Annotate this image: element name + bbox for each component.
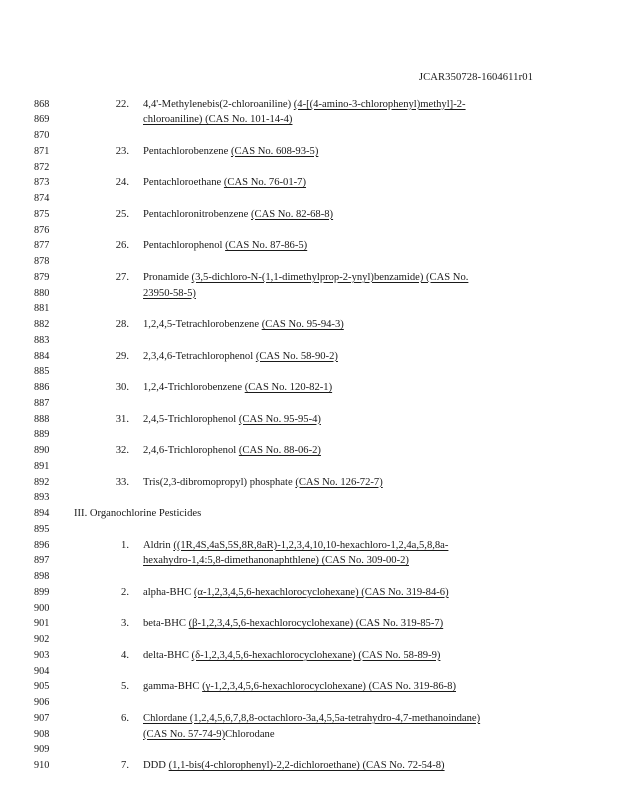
- line-number: 887: [34, 397, 50, 409]
- line-number: 898: [34, 571, 50, 582]
- line-number: 896: [34, 539, 50, 551]
- document-line: [0, 587, 621, 599]
- item-text: [143, 760, 445, 772]
- inserted-text: (CAS No. 608-93-5): [230, 145, 319, 157]
- document-line: [0, 414, 621, 426]
- document-line: [0, 303, 621, 315]
- item-number: 27.: [115, 271, 129, 283]
- document-line: [0, 477, 621, 489]
- chemical-name: beta-BHC: [143, 618, 189, 630]
- chemical-name: gamma-BHC: [143, 681, 203, 693]
- document-line: [0, 618, 621, 630]
- line-number: 905: [34, 681, 50, 693]
- inserted-text: (β-1,2,3,4,5,6-hexachlorocyclohexane) (CAS No. 319-85-7): [188, 618, 444, 630]
- document-line: [0, 650, 621, 662]
- line-number: 910: [34, 760, 50, 771]
- line-number: 883: [34, 334, 50, 346]
- document-line: [0, 524, 621, 536]
- inserted-text: (CAS No. 126-72-7): [295, 476, 383, 488]
- document-line: [0, 335, 621, 347]
- item-text: [143, 540, 448, 552]
- chemical-name: Tris(2,3-dibromopropyl) phosphate: [143, 476, 296, 488]
- line-number: 903: [34, 649, 50, 661]
- chemical-name: 2,4,6-Trichlorophenol: [143, 445, 239, 456]
- item-text: [143, 177, 306, 189]
- inserted-text: chloroaniline) (CAS No. 101-14-4): [143, 114, 293, 126]
- item-text: [143, 272, 468, 284]
- chemical-name: 2,3,4,6-Tetrachlorophenol: [143, 350, 256, 362]
- line-number: 889: [34, 429, 50, 441]
- item-text: [143, 209, 333, 221]
- chemical-name: DDD: [143, 760, 169, 771]
- inserted-text: (CAS No. 88-06-2): [238, 445, 321, 456]
- item-text: [143, 729, 275, 741]
- line-number: 881: [34, 303, 50, 315]
- item-text: [143, 681, 456, 693]
- line-number: 902: [34, 634, 50, 645]
- line-number: 909: [34, 744, 50, 756]
- item-number: 26.: [115, 240, 129, 252]
- item-text: [143, 713, 480, 725]
- line-number: 872: [34, 161, 50, 173]
- document-line: [0, 209, 621, 221]
- line-number: 869: [34, 114, 50, 126]
- line-number: 900: [34, 602, 50, 614]
- chemical-name: Aldrin: [143, 539, 174, 551]
- item-number: 31.: [115, 413, 129, 425]
- item-number: 29.: [115, 350, 129, 362]
- item-text: [143, 114, 292, 126]
- document-id: JCAR350728-1604611r01: [418, 72, 533, 83]
- document-line: [0, 398, 621, 410]
- item-number: 24.: [115, 177, 129, 189]
- document-line: [0, 162, 621, 174]
- item-number: 1.: [121, 539, 129, 551]
- chemical-name: Pentachloronitrobenzene: [143, 208, 251, 220]
- trailing-text: Chlorodane: [225, 728, 275, 740]
- document-line: [0, 146, 621, 158]
- chemical-name: 1,2,4,5-Tetrachlorobenzene: [143, 319, 262, 330]
- line-number: 882: [34, 319, 50, 330]
- document-line: [0, 256, 621, 268]
- line-number: 908: [34, 728, 50, 740]
- chemical-name: Pentachlorobenzene: [143, 145, 231, 157]
- item-number: 7.: [121, 760, 129, 771]
- item-text: [143, 319, 344, 331]
- document-line: [0, 366, 621, 378]
- inserted-text: (δ-1,2,3,4,5,6-hexachlorocyclohexane) (CAS No. 58-89-9): [191, 649, 441, 661]
- line-number: 875: [34, 208, 50, 220]
- inserted-text: (CAS No. 87-86-5): [225, 240, 308, 252]
- document-line: [0, 697, 621, 709]
- document-line: [0, 272, 621, 284]
- inserted-text: ((1R,4S,4aS,5S,8R,8aR)-1,2,3,4,10,10-hexachloro-1,2,4a,5,8,8a-: [173, 539, 449, 551]
- item-text: [143, 618, 443, 630]
- document-line: [0, 540, 621, 552]
- item-number: 23.: [115, 145, 129, 157]
- item-number: 30.: [115, 382, 129, 393]
- item-number: 22.: [115, 98, 129, 110]
- inserted-text: (CAS No. 82-68-8): [250, 208, 334, 220]
- item-number: 3.: [121, 618, 129, 630]
- document-line: [0, 288, 621, 300]
- item-text: [143, 414, 321, 426]
- document-line: [0, 130, 621, 142]
- line-number: 873: [34, 177, 50, 189]
- chemical-name: 1,2,4-Trichlorobenzene: [143, 382, 245, 393]
- chemical-name: Pentachloroethane: [143, 177, 224, 189]
- inserted-text: hexahydro-1,4:5,8-dimethanonaphthlene) (CAS No. 309-00-2): [143, 555, 409, 567]
- inserted-text: (CAS No. 95-94-3): [261, 319, 344, 330]
- line-number: 877: [34, 240, 50, 252]
- item-number: 5.: [121, 681, 129, 693]
- line-number: 893: [34, 492, 50, 504]
- item-text: [143, 240, 307, 252]
- line-number: 876: [34, 224, 50, 236]
- line-number: 892: [34, 476, 50, 488]
- chemical-name: Pronamide: [143, 271, 192, 283]
- item-number: 28.: [115, 319, 129, 330]
- line-number: 897: [34, 555, 50, 567]
- document-line: [0, 445, 621, 457]
- line-number: 871: [34, 145, 50, 157]
- inserted-text: (α-1,2,3,4,5,6-hexachlorocyclohexane) (CAS No. 319-84-6): [193, 586, 449, 598]
- chemical-name: 2,4,5-Trichlorophenol: [143, 413, 239, 425]
- line-number: 891: [34, 460, 50, 472]
- document-line: [0, 713, 621, 725]
- item-text: [143, 477, 383, 489]
- line-number: 894: [34, 508, 50, 519]
- document-line: [0, 492, 621, 504]
- item-number: 6.: [121, 712, 129, 724]
- item-text: [143, 650, 440, 662]
- document-line: [0, 351, 621, 363]
- document-line: [0, 319, 621, 331]
- line-number: 906: [34, 697, 50, 708]
- line-number: 878: [34, 256, 50, 267]
- document-line: [0, 461, 621, 473]
- document-line: [0, 225, 621, 237]
- document-line: [0, 99, 621, 111]
- item-text: [143, 382, 332, 394]
- item-text: [143, 351, 338, 363]
- line-number: 885: [34, 366, 50, 378]
- chemical-name: 4,4'-Methylenebis(2-chloroaniline): [143, 98, 294, 110]
- document-line: [0, 681, 621, 693]
- line-number: 899: [34, 586, 50, 598]
- document-line: [0, 571, 621, 583]
- inserted-text: (γ-1,2,3,4,5,6-hexachlorocyclohexane) (CAS No. 319-86-8): [202, 681, 456, 693]
- item-text: [143, 587, 449, 599]
- item-number: 4.: [121, 649, 129, 661]
- inserted-text: (4-[(4-amino-3-chlorophenyl)methyl]-2-: [293, 98, 466, 110]
- item-text: [143, 146, 318, 158]
- document-line: [0, 382, 621, 394]
- item-text: [143, 99, 466, 111]
- inserted-text: Chlordane (1,2,4,5,6,7,8,8-octachloro-3a,4,5,5a-tetrahydro-4,7-methanoindane): [143, 712, 481, 724]
- item-text: [143, 288, 196, 300]
- item-text: [143, 555, 409, 567]
- document-line: [0, 508, 621, 520]
- inserted-text: (CAS No. 95-95-4): [238, 413, 321, 425]
- document-line: [0, 240, 621, 252]
- line-number: 884: [34, 350, 50, 362]
- inserted-text: (CAS No. 120-82-1): [244, 382, 333, 393]
- line-number: 907: [34, 712, 50, 724]
- line-number: 879: [34, 271, 50, 283]
- chemical-name: Pentachlorophenol: [143, 240, 226, 252]
- document-line: [0, 634, 621, 646]
- inserted-text: (CAS No. 76-01-7): [223, 177, 307, 189]
- line-number: 901: [34, 618, 50, 630]
- inserted-text: (CAS No. 58-90-2): [255, 350, 338, 362]
- document-line: [0, 429, 621, 441]
- line-number: 880: [34, 287, 50, 299]
- inserted-text: 23950-58-5): [143, 287, 196, 299]
- document-line: [0, 603, 621, 615]
- chemical-name: alpha-BHC: [143, 586, 194, 598]
- document-line: [0, 760, 621, 772]
- inserted-text: (CAS No. 57-74-9): [143, 728, 226, 740]
- inserted-text: (3,5-dichloro-N-(1,1-dimethylprop-2-ynyl)benzamide) (CAS No.: [191, 271, 469, 283]
- document-line: [0, 744, 621, 756]
- section-heading: III. Organochlorine Pesticides: [74, 508, 202, 519]
- inserted-text: (1,1-bis(4-chlorophenyl)-2,2-dichloroethane) (CAS No. 72-54-8): [168, 760, 445, 771]
- item-number: 25.: [115, 208, 129, 220]
- line-number: 895: [34, 523, 50, 535]
- line-number: 874: [34, 193, 50, 204]
- item-number: 32.: [115, 445, 129, 456]
- line-number: 890: [34, 445, 50, 456]
- document-line: [0, 114, 621, 126]
- document-line: [0, 193, 621, 205]
- item-number: 2.: [121, 586, 129, 598]
- item-text: [143, 445, 321, 457]
- line-number: 888: [34, 413, 50, 425]
- line-number: 870: [34, 130, 50, 141]
- line-number: 868: [34, 98, 50, 110]
- line-number: 886: [34, 382, 50, 393]
- document-line: [0, 177, 621, 189]
- line-number: 904: [34, 665, 50, 677]
- document-line: [0, 555, 621, 567]
- chemical-name: delta-BHC: [143, 649, 192, 661]
- document-line: [0, 729, 621, 741]
- document-line: [0, 666, 621, 678]
- item-number: 33.: [115, 476, 129, 488]
